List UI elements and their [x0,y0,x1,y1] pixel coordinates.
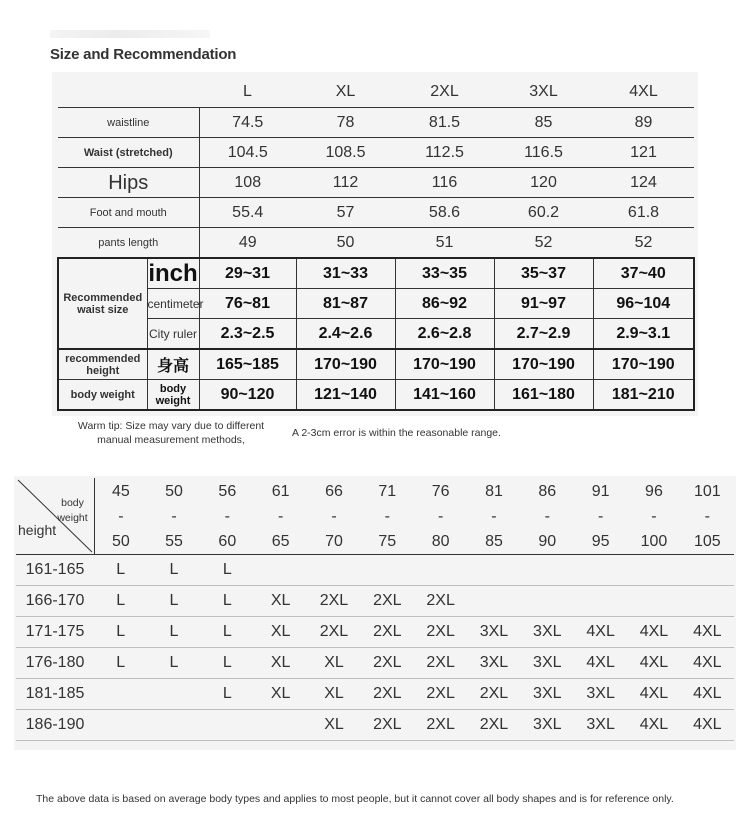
size-cell: 4XL [627,710,680,741]
size-cell: XL [307,648,360,679]
range-sep: - [651,507,657,525]
size-cell: 4XL [627,679,680,710]
range-from: 66 [325,482,343,500]
weight-range-header [574,478,627,555]
range-sep: - [597,507,604,525]
waist-row [58,289,694,319]
measurement-cell: 121 [593,138,694,168]
range-from: 50 [165,482,183,500]
measurement-cell: 81.5 [395,108,494,138]
size-cell [467,555,520,586]
size-cell [254,710,307,741]
unit-label: centimeter [147,289,199,319]
size-cell: 4XL [627,648,680,679]
waist-cell: 2.4~2.6 [296,319,395,350]
size-cell: 2XL [307,617,360,648]
measurement-cell: 85 [494,108,593,138]
row-label: Waist (stretched) [58,138,199,168]
range-sep: - [704,507,710,525]
waist-cell: 76~81 [199,289,296,319]
recommend-cell: 170~190 [296,349,395,380]
size-header-row [58,77,694,108]
waist-row [58,319,694,350]
corner-bottom-label: height [18,522,57,538]
size-cell [521,555,574,586]
measurement-cell: 52 [494,228,593,259]
recommend-cell: 90~120 [199,380,296,411]
size-cell [521,586,574,617]
size-cell: L [201,555,254,586]
measurement-cell: 108 [199,168,296,198]
size-cell: L [94,555,147,586]
size-header: 3XL [494,77,593,108]
size-cell [94,679,147,710]
waist-cell: 2.7~2.9 [494,319,593,350]
unit-label: 身高 [147,349,199,380]
size-cell: 2XL [414,710,467,741]
measurement-cell: 108.5 [296,138,395,168]
size-cell: 4XL [681,648,734,679]
tip-right: A 2-3cm error is within the reasonable range. [292,427,501,439]
range-from: 81 [485,482,503,500]
recommend-cell: 141~160 [395,380,494,411]
size-cell: 3XL [521,679,574,710]
size-cell: L [201,679,254,710]
height-label: 161-165 [16,555,94,586]
height-row [16,586,734,617]
measurement-cell: 74.5 [199,108,296,138]
size-cell: L [201,586,254,617]
height-label: 186-190 [16,710,94,741]
range-to: 65 [271,532,290,550]
size-cell: 2XL [414,586,467,617]
measurement-row [58,228,694,259]
size-cell: XL [254,586,307,617]
size-cell: 3XL [574,679,627,710]
height-row [16,648,734,679]
measurement-cell: 60.2 [494,198,593,228]
footer-note: The above data is based on average body types and applies to most people, but it cannot cover all body shapes and is for reference only. [36,793,674,805]
height-row [16,555,734,586]
size-cell: L [147,648,200,679]
size-cell [361,555,414,586]
weight-range-header [147,478,200,555]
recommend-cell: 181~210 [593,380,694,411]
range-sep: - [491,507,497,525]
size-cell [94,710,147,741]
size-cell: 2XL [361,710,414,741]
range-from: 71 [378,482,397,500]
size-cell: 3XL [521,710,574,741]
row-label: waistline [58,108,199,138]
size-cell: 3XL [467,648,520,679]
size-cell: L [94,648,147,679]
size-cell: 4XL [681,617,734,648]
range-from: 45 [112,482,130,500]
recommend-cell: 170~190 [593,349,694,380]
weight-range-header [307,478,360,555]
corner-top-label: body weight [57,497,88,524]
height-row [16,617,734,648]
measurement-cell: 55.4 [199,198,296,228]
measurement-cell: 49 [199,228,296,259]
size-cell [467,586,520,617]
size-cell [681,555,734,586]
size-cell: 4XL [627,617,680,648]
range-to: 105 [693,532,721,550]
weight-range-header [414,478,467,555]
size-cell [254,555,307,586]
size-cell: 4XL [574,617,627,648]
size-cell: L [201,648,254,679]
range-sep: - [384,507,390,525]
weight-range-header [94,478,147,555]
height-label: 176-180 [16,648,94,679]
size-cell: XL [254,679,307,710]
measurement-cell: 116 [395,168,494,198]
range-to: 90 [538,532,557,550]
unit-label: City ruler [147,319,199,350]
unit-label: body weight [147,380,199,411]
weight-range-header [254,478,307,555]
range-sep: - [277,507,284,525]
weight-range-header [361,478,414,555]
size-header: XL [296,77,395,108]
faded-heading-text [50,30,210,38]
range-sep: - [118,507,124,525]
range-from: 101 [693,482,721,500]
group-label: recommended height [58,349,147,380]
size-cell: L [94,586,147,617]
recommend-cell: 165~185 [199,349,296,380]
measurement-cell: 116.5 [494,138,593,168]
height-label: 171-175 [16,617,94,648]
waist-cell: 81~87 [296,289,395,319]
measurement-cell: 104.5 [199,138,296,168]
recommend-cell: 121~140 [296,380,395,411]
range-from: 76 [431,482,450,500]
waist-cell: 91~97 [494,289,593,319]
size-cell: 2XL [414,617,467,648]
measurement-row [58,168,694,198]
waist-group-label: Recommended waist size [58,258,147,349]
range-sep: - [224,507,230,525]
size-cell: XL [254,648,307,679]
size-cell [201,710,254,741]
measurement-cell: 78 [296,108,395,138]
size-cell [627,586,680,617]
waist-cell: 35~37 [494,258,593,289]
weight-range-header [201,478,254,555]
size-cell: 2XL [414,648,467,679]
size-measurement-table [52,72,698,416]
size-cell: XL [307,710,360,741]
weight-header-row [16,478,734,555]
size-cell: L [147,617,200,648]
waist-cell: 2.6~2.8 [395,319,494,350]
range-sep: - [437,507,444,525]
waist-cell: 33~35 [395,258,494,289]
tip-left: Warm tip: Size may vary due to different manual measurement methods, [77,420,265,446]
range-to: 55 [165,532,183,550]
waist-cell: 86~92 [395,289,494,319]
range-sep: - [171,507,177,525]
size-cell: 2XL [361,679,414,710]
size-cell: 2XL [414,679,467,710]
measurement-cell: 51 [395,228,494,259]
size-cell: 3XL [521,617,574,648]
range-from: 61 [271,482,290,500]
size-cell: L [94,617,147,648]
range-from: 96 [645,482,663,500]
recommend-cell: 170~190 [395,349,494,380]
measurement-cell: 61.8 [593,198,694,228]
size-cell: L [147,586,200,617]
measurement-cell: 50 [296,228,395,259]
range-to: 75 [378,532,397,550]
section-title: Size and Recommendation [50,46,237,63]
height-label: 166-170 [16,586,94,617]
size-cell: 2XL [361,648,414,679]
weight-range-header [467,478,520,555]
range-sep: - [331,507,337,525]
range-to: 60 [218,532,237,550]
row-label: Foot and mouth [58,198,199,228]
size-cell [147,679,200,710]
size-cell: 4XL [681,710,734,741]
height-weight-size-table [14,476,736,750]
size-header: L [199,77,296,108]
measurement-cell: 112 [296,168,395,198]
weight-range-header [681,478,734,555]
range-from: 86 [538,482,557,500]
range-to: 70 [325,532,343,550]
size-cell [681,586,734,617]
measurement-cell: 120 [494,168,593,198]
size-cell: 2XL [307,586,360,617]
waist-cell: 31~33 [296,258,395,289]
height-label: 181-185 [16,679,94,710]
recommend-cell: 161~180 [494,380,593,411]
height-row [16,710,734,741]
range-to: 100 [640,532,668,550]
measurement-cell: 52 [593,228,694,259]
range-from: 56 [218,482,237,500]
range-sep: - [544,507,550,525]
size-cell [627,555,680,586]
waist-cell: 37~40 [593,258,694,289]
measurement-row [58,198,694,228]
header-blank [58,77,199,108]
size-cell: 3XL [521,648,574,679]
range-from: 91 [591,482,610,500]
range-to: 95 [591,532,610,550]
size-cell: XL [254,617,307,648]
size-cell: 3XL [574,710,627,741]
size-cell: 2XL [467,679,520,710]
size-header: 4XL [593,77,694,108]
height-row [16,679,734,710]
weight-row [58,380,694,411]
range-to: 85 [485,532,503,550]
weight-range-header [627,478,680,555]
measurement-cell: 112.5 [395,138,494,168]
waist-cell: 96~104 [593,289,694,319]
range-to: 50 [112,532,130,550]
waist-cell: 29~31 [199,258,296,289]
size-cell [147,710,200,741]
corner-cell [16,478,94,555]
size-cell: 4XL [574,648,627,679]
waist-cell: 2.9~3.1 [593,319,694,350]
size-cell: L [147,555,200,586]
measurement-row [58,108,694,138]
size-cell [414,555,467,586]
size-cell: XL [307,679,360,710]
size-cell: 2XL [361,586,414,617]
waist-cell: 2.3~2.5 [199,319,296,350]
size-cell: 3XL [467,617,520,648]
unit-label: inch [148,259,198,287]
waist-row [58,258,694,289]
measurement-cell: 58.6 [395,198,494,228]
size-header: 2XL [395,77,494,108]
measurement-cell: 124 [593,168,694,198]
size-cell [307,555,360,586]
range-to: 80 [431,532,450,550]
size-cell [574,555,627,586]
height-row [58,349,694,380]
size-cell: L [201,617,254,648]
size-cell [574,586,627,617]
size-cell: 4XL [681,679,734,710]
size-cell: 2XL [361,617,414,648]
measurement-cell: 89 [593,108,694,138]
measurement-cell: 57 [296,198,395,228]
row-label: Hips [58,168,199,198]
recommend-cell: 170~190 [494,349,593,380]
measurement-row [58,138,694,168]
size-cell: 2XL [467,710,520,741]
group-label: body weight [58,380,147,411]
row-label: pants length [58,228,199,259]
weight-range-header [521,478,574,555]
